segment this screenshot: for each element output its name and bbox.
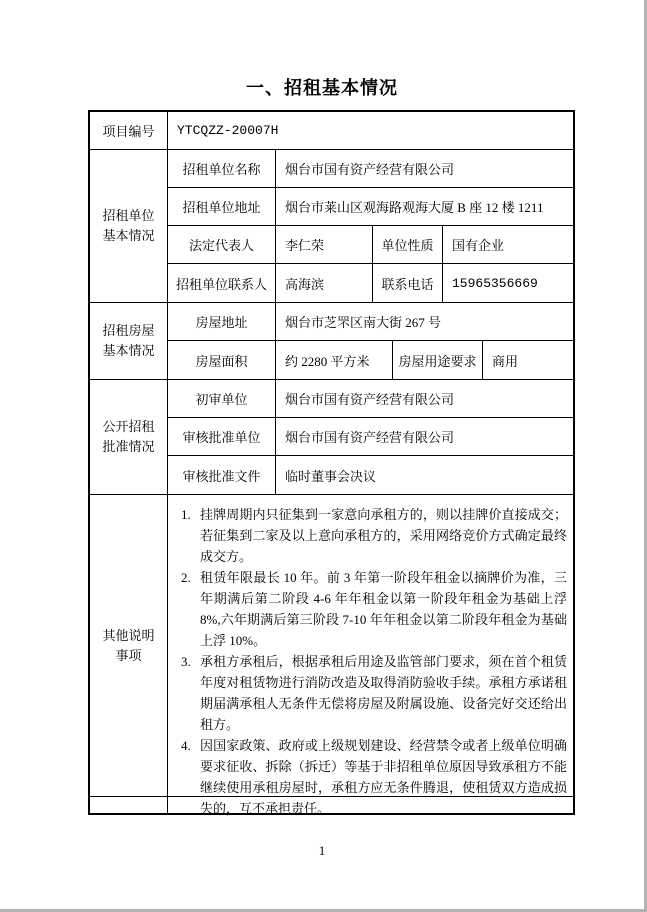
project-number-value: YTCQZZ-20007H (177, 123, 279, 138)
unit-section-label-line1: 招租单位 (102, 208, 155, 223)
note-number-1: 1. (181, 507, 191, 522)
first-review-label: 初审单位 (168, 380, 276, 417)
house-section-label-line1: 招租房屋 (102, 323, 155, 338)
unit-address-label: 招租单位地址 (168, 188, 276, 225)
table-row-contact (168, 264, 573, 302)
legal-rep-label: 法定代表人 (168, 226, 276, 263)
note-text-2: 租赁年限最长 10 年。前 3 年第一阶段年租金以摘牌价为准，三年期满后第二阶段 4-6 年年租金以第一阶段年租金为基础上浮 8%,六年期满后第三阶段 7-10 年年租金以第二阶段年租金为基础上浮 10%。 (200, 570, 567, 648)
rental-info-table (88, 110, 575, 815)
house-area-label: 房屋面积 (168, 341, 276, 379)
unit-name-label: 招租单位名称 (168, 150, 276, 187)
note-text-1: 挂牌周期内只征集到一家意向承租方的，则以挂牌价直接成交；若征集到二家及以上意向承租方的，采用网络竞价方式确定最终成交方。 (200, 507, 567, 564)
note-number-2: 2. (181, 570, 191, 585)
first-review-value: 烟台市国有资产经营有限公司 (285, 392, 455, 407)
unit-section-label (90, 150, 168, 302)
review-doc-label: 审核批准文件 (168, 456, 276, 494)
section-unit-info (90, 150, 573, 303)
note-item-1 (181, 504, 567, 567)
table-row-unit-name (168, 150, 573, 188)
house-section-label-line2: 基本情况 (102, 343, 155, 358)
table-row-review-doc (168, 456, 573, 494)
section-other-notes (90, 495, 573, 816)
house-use-value: 商用 (492, 353, 519, 369)
review-doc-value: 临时董事会决议 (285, 468, 377, 484)
review-unit-value: 烟台市国有资产经营有限公司 (285, 430, 455, 445)
house-section-label (90, 303, 168, 379)
unit-address-value: 烟台市莱山区观海路观海大厦 B 座 12 楼 1211 (285, 200, 544, 215)
unit-name-value: 烟台市国有资产经营有限公司 (285, 162, 455, 177)
section-approval-info (90, 380, 573, 495)
phone-label: 联系电话 (373, 264, 443, 302)
house-address-label: 房屋地址 (168, 303, 276, 340)
notes-section-label-line1: 其他说明 (102, 627, 155, 643)
empty-cell-left (90, 797, 168, 813)
table-row-legal-rep (168, 226, 573, 264)
notes-content (168, 495, 573, 816)
project-number-label: 项目编号 (90, 112, 168, 149)
approval-section-label-line1: 公开招租 (102, 419, 155, 434)
note-item-2 (181, 567, 567, 651)
unit-contact-value: 高海滨 (276, 264, 373, 302)
note-number-3: 3. (181, 654, 191, 669)
unit-contact-label: 招租单位联系人 (168, 264, 276, 302)
note-item-4 (181, 735, 567, 819)
review-unit-label: 审核批准单位 (168, 418, 276, 455)
table-row-unit-address (168, 188, 573, 226)
notes-section-label (90, 495, 168, 796)
approval-section-label-line2: 批准情况 (102, 439, 155, 454)
note-item-3 (181, 651, 567, 735)
table-row-house-address (168, 303, 573, 341)
table-row-project (90, 112, 573, 150)
page-number: 1 (318, 843, 326, 858)
legal-rep-value: 李仁荣 (276, 226, 373, 263)
unit-section-label-line2: 基本情况 (102, 228, 155, 243)
house-use-label: 房屋用途要求 (393, 341, 483, 379)
note-text-4: 因国家政策、政府或上级规划建设、经营禁令或者上级单位明确要求征收、拆除（拆迁）等基于非招租单位原因导致承租方不能继续使用承租房屋时，承租方应无条件腾退，使租赁双方造成损失的，互不承担责任。 (200, 738, 567, 816)
house-area-value: 约 2280 平方米 (276, 341, 393, 379)
notes-section-label-line2: 事项 (115, 647, 142, 663)
table-row-review-unit (168, 418, 573, 456)
section-house-info (90, 303, 573, 380)
unit-nature-label: 单位性质 (373, 226, 443, 263)
approval-section-label (90, 380, 168, 494)
unit-nature-value: 国有企业 (452, 238, 505, 253)
note-number-4: 4. (181, 738, 191, 753)
table-row-house-area (168, 341, 573, 379)
table-row-first-review (168, 380, 573, 418)
document-title: 一、招租基本情况 (246, 78, 398, 98)
phone-value: 15965356669 (452, 275, 538, 291)
house-address-value: 烟台市芝罘区南大街 267 号 (285, 315, 442, 330)
note-text-3: 承租方承租后，根据承租后用途及监管部门要求，须在首个租赁年度对租赁物进行消防改造及取得消防验收手续。承租方承诺租期届满承租人无条件无偿将房屋及附属设施、设备完好交还给出租方。 (200, 654, 567, 732)
